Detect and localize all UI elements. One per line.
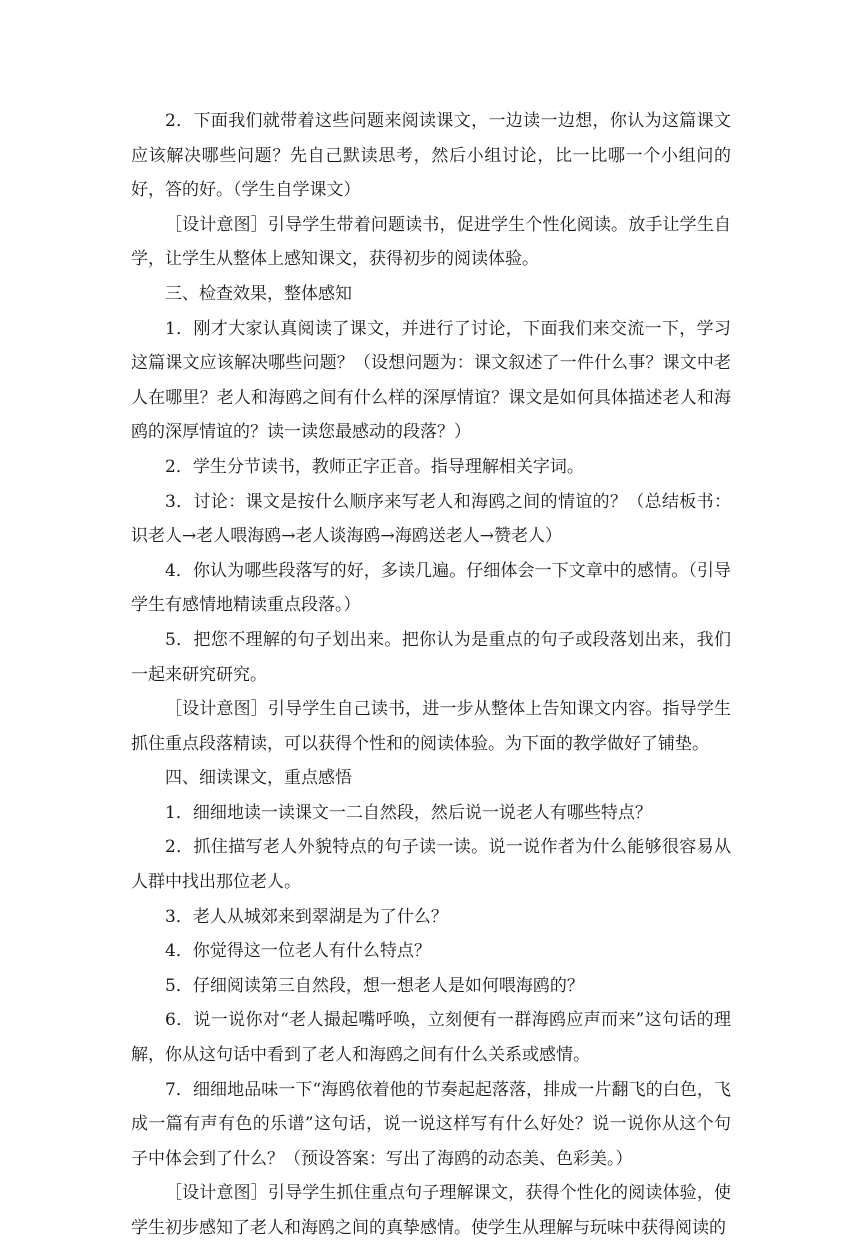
paragraph: 2．下面我们就带着这些问题来阅读课文，一边读一边想，你认为这篇课文应该解决哪些问题？先自己默读思考，然后小组讨论，比一比哪一个小组问的好，答的好。（学生自学课文） [131, 111, 731, 201]
design-intent-paragraph: ［设计意图］引导学生抓住重点句子理解课文，获得个性化的阅读体验，使学生初步感知了老人和海鸥之间的真挚感情。使学生从理解与玩味中获得阅读的 [131, 1183, 731, 1238]
paragraph: 5．把您不理解的句子划出来。把你认为是重点的句子或段落划出来，我们一起来研究研究。 [131, 629, 731, 685]
paragraph: 3．讨论：课文是按什么顺序来写老人和海鸥之间的情谊的？（总结板书：识老人→老人喂海鸥→老人谈海鸥→海鸥送老人→赞老人） [131, 491, 731, 547]
paragraph: 6．说一说你对“老人撮起嘴呼唤，立刻便有一群海鸥应声而来”这句话的理解，你从这句话中看到了老人和海鸥之间有什么关系或感情。 [131, 1010, 731, 1066]
section-heading: 四、细读课文，重点感悟 [165, 768, 352, 789]
paragraph: 3．老人从城郊来到翠湖是为了什么？ [165, 906, 448, 927]
paragraph: 7．细细地品味一下“海鸥依着他的节奏起起落落，排成一片翻飞的白色，飞成一篇有声有色的乐谱”这句话，说一说这样写有什么好处？说一说你从这个句子中体会到了什么？（预设答案：写出了海鸥的动态美、色彩美。） [131, 1079, 731, 1169]
paragraph: 1．刚才大家认真阅读了课文，并进行了讨论，下面我们来交流一下，学习这篇课文应该解决哪些问题？（设想问题为：课文叙述了一件什么事？课文中老人在哪里？老人和海鸥之间有什么样的深厚情谊？课文是如何具体描述老人和海鸥的深厚情谊的？读一读您最感动的段落？） [131, 318, 731, 443]
paragraph: 2．抓住描写老人外貌特点的句子读一读。说一说作者为什么能够很容易从人群中找出那位老人。 [131, 837, 731, 893]
section-heading: 三、检查效果，整体感知 [165, 283, 352, 304]
paragraph: 5．仔细阅读第三自然段，想一想老人是如何喂海鸥的？ [165, 975, 584, 996]
design-intent-paragraph: ［设计意图］引导学生自己读书，进一步从整体上告知课文内容。指导学生抓住重点段落精读，可以获得个性和的阅读体验。为下面的教学做好了铺垫。 [131, 699, 731, 754]
document-body [131, 104, 731, 1246]
paragraph: 1．细细地读一读课文一二自然段，然后说一说老人有哪些特点？ [165, 802, 652, 823]
paragraph: 2．学生分节读书，教师正字正音。指导理解相关字词。 [165, 456, 584, 477]
paragraph: 4．你认为哪些段落写的好，多读几遍。仔细体会一下文章中的感情。（引导学生有感情地精读重点段落。） [131, 560, 731, 616]
paragraph: 4．你觉得这一位老人有什么特点？ [165, 941, 431, 962]
design-intent-paragraph: ［设计意图］引导学生带着问题读书，促进学生个性化阅读。放手让学生自学，让学生从整体上感知课文，获得初步的阅读体验。 [131, 214, 731, 270]
